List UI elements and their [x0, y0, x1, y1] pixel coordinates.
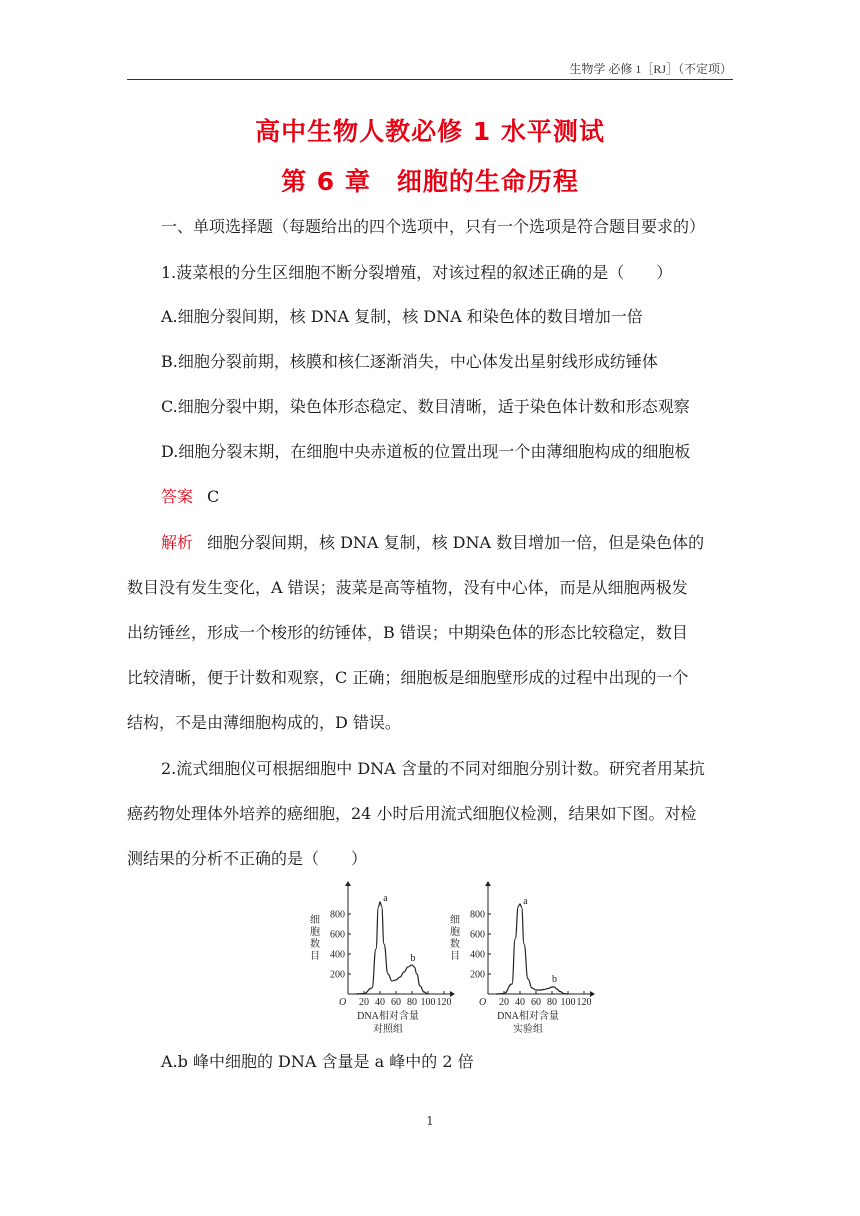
x-tick-label: 20: [359, 997, 369, 1008]
y-axis-arrow: [485, 881, 491, 886]
header-rule: [127, 79, 733, 80]
y-tick-label: 800: [470, 909, 485, 921]
q1-option-d: D.细胞分裂末期，在细胞中央赤道板的位置出现一个由薄细胞构成的细胞板: [161, 442, 691, 461]
page-number: 1: [426, 1114, 434, 1128]
x-tick-label: 80: [547, 997, 557, 1008]
answer-label: 答案: [161, 487, 194, 506]
q1-stem: 1.菠菜根的分生区细胞不断分裂增殖，对该过程的叙述正确的是（ ）: [161, 263, 673, 282]
origin-label: O: [339, 997, 347, 1008]
answer-value: C: [207, 487, 220, 506]
y-tick-label: 400: [470, 949, 485, 961]
y-axis-label-char: 胞: [450, 927, 460, 938]
x-tick-label: 40: [515, 997, 525, 1008]
peak-label-a: a: [523, 896, 528, 907]
y-tick-label: 600: [470, 929, 485, 941]
y-tick-label: 600: [330, 929, 345, 941]
x-axis-label: DNA相对含量: [497, 1011, 559, 1022]
q1-analysis-line-1: [161, 532, 781, 554]
q2-option-a: A.b 峰中细胞的 DNA 含量是 a 峰中的 2 倍: [161, 1052, 474, 1071]
chart-title: 实验组: [513, 1024, 543, 1035]
analysis-label: 解析: [161, 533, 194, 552]
chart-experiment-svg: [440, 880, 600, 1040]
x-tick-label: 60: [531, 997, 541, 1008]
q1-analysis-line-2: 数目没有发生变化，A 错误；菠菜是高等植物，没有中心体，而是从细胞两极发: [127, 578, 688, 597]
chart-control-svg: [300, 880, 460, 1040]
q1-option-a: A.细胞分裂间期，核 DNA 复制，核 DNA 和染色体的数目增加一倍: [161, 307, 643, 326]
y-tick-label: 200: [330, 969, 345, 981]
y-axis-label-char: 细: [450, 915, 460, 926]
q2-stem-line-3: 测结果的分析不正确的是（ ）: [127, 849, 368, 868]
chart-experiment: [440, 880, 600, 1040]
chapter-title: 第 6 章 细胞的生命历程: [281, 167, 579, 196]
peak-label-b: b: [410, 953, 416, 964]
x-tick-label: 80: [407, 997, 417, 1008]
x-tick-label: 120: [576, 997, 592, 1008]
peak-label-a: a: [383, 893, 388, 904]
chart-title: 对照组: [373, 1024, 403, 1035]
data-curve: [356, 902, 428, 994]
x-tick-label: 100: [420, 997, 436, 1008]
x-axis-label: DNA相对含量: [357, 1011, 419, 1022]
y-tick-label: 200: [470, 969, 485, 981]
y-tick-label: 400: [330, 949, 345, 961]
x-tick-label: 20: [499, 997, 509, 1008]
doc-title: 高中生物人教必修 1 水平测试: [255, 117, 605, 146]
q1-analysis-line-3: 出纺锤丝，形成一个梭形的纺锤体，B 错误；中期染色体的形态比较稳定，数目: [127, 623, 688, 642]
q1-option-b: B.细胞分裂前期，核膜和核仁逐渐消失，中心体发出星射线形成纺锤体: [161, 352, 658, 371]
q1-option-c: C.细胞分裂中期，染色体形态稳定、数目清晰，适于染色体计数和形态观察: [161, 397, 690, 416]
x-tick-label: 40: [375, 997, 385, 1008]
origin-label: O: [479, 997, 487, 1008]
x-tick-label: 100: [560, 997, 576, 1008]
x-tick-label: 60: [391, 997, 401, 1008]
analysis-text: 细胞分裂间期，核 DNA 复制，核 DNA 数目增加一倍，但是染色体的: [207, 533, 705, 552]
peak-label-b: b: [552, 974, 557, 985]
y-axis-label-char: 目: [450, 951, 460, 962]
y-axis-label-char: 胞: [310, 927, 320, 938]
header-right-text: 生物学 必修 1［RJ］（不定项）: [569, 62, 732, 76]
section-heading: 一、单项选择题（每题给出的四个选项中，只有一个选项是符合题目要求的）: [161, 217, 706, 236]
q1-analysis-line-5: 结构，不是由薄细胞构成的，D 错误。: [127, 713, 401, 732]
data-curve: [496, 904, 568, 994]
chart-control: [300, 880, 460, 1040]
q2-stem-line-2: 癌药物处理体外培养的癌细胞，24 小时后用流式细胞仪检测，结果如下图。对检: [127, 804, 697, 823]
y-axis-label-char: 细: [310, 915, 320, 926]
q2-stem-line-1: 2.流式细胞仪可根据细胞中 DNA 含量的不同对细胞分别计数。研究者用某抗: [161, 759, 705, 778]
x-tick-label: 120: [436, 997, 452, 1008]
y-axis-arrow: [345, 881, 351, 886]
y-axis-label-char: 目: [310, 951, 320, 962]
y-axis-label-char: 数: [310, 939, 320, 950]
y-axis-label-char: 数: [450, 939, 460, 950]
q1-answer: [161, 486, 781, 508]
q1-analysis-line-4: 比较清晰，便于计数和观察，C 正确；细胞板是细胞壁形成的过程中出现的一个: [127, 668, 689, 687]
y-tick-label: 800: [330, 909, 345, 921]
